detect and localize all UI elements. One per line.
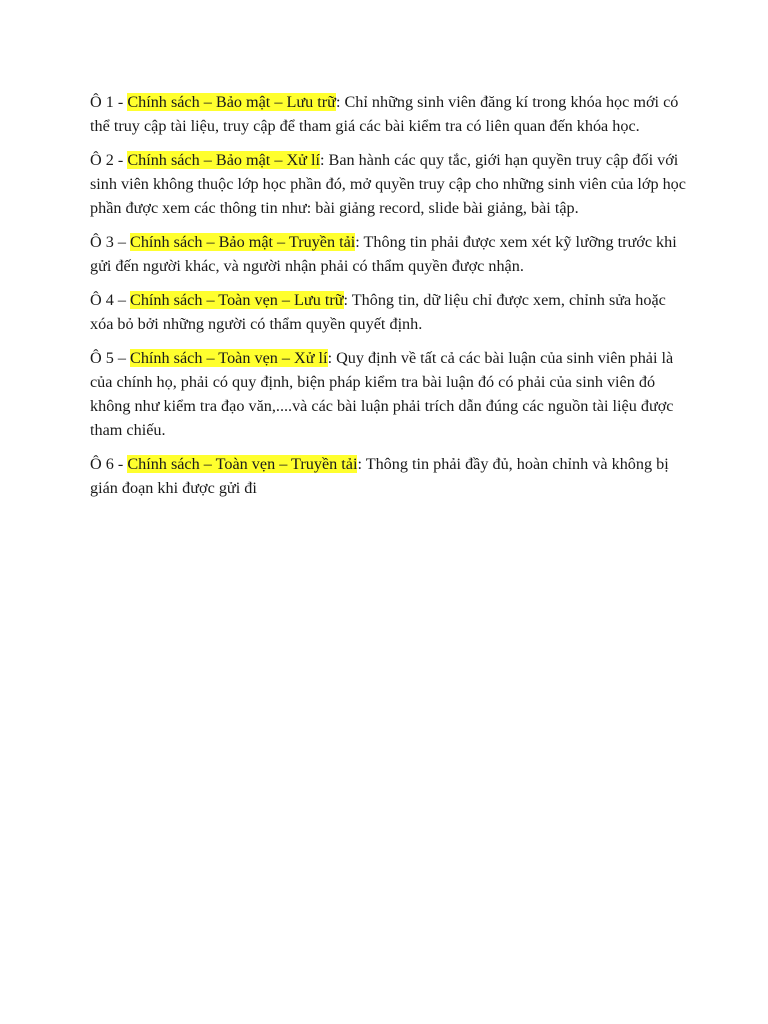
highlighted-policy: Chính sách – Toàn vẹn – Xử lí <box>130 349 328 367</box>
cell-label: Ô 1 - <box>90 93 128 111</box>
paragraph-o3 <box>90 230 690 278</box>
paragraph-o6 <box>90 452 690 500</box>
policy-description: : Quy định về tất cả các bài luận của sinh viên phải là của chính họ, phải có quy định, biện pháp kiểm tra bài luận đó có phải của sinh viên đó không như kiểm tra đạo văn,....và các bài luận phải trích dẫn đúng các nguồn tài liệu được tham chiếu. <box>90 349 674 439</box>
highlighted-policy: Chính sách – Bảo mật – Lưu trữ <box>127 93 336 111</box>
paragraph-o4 <box>90 288 690 336</box>
cell-label: Ô 5 – <box>90 349 131 367</box>
policy-description: : Chỉ những sinh viên đăng kí trong khóa học mới có thể truy cập tài liệu, truy cập để tham giá các bài kiểm tra có liên quan đến khóa học. <box>90 93 679 135</box>
policy-description: : Ban hành các quy tắc, giới hạn quyền truy cập đối với sinh viên không thuộc lớp học phần đó, mở quyền truy cập cho những sinh viên của lớp học phần được xem các thông tin như: bài giảng record, slide bài giảng, bài tập. <box>90 151 686 217</box>
cell-label: Ô 6 - <box>90 455 128 473</box>
highlighted-policy: Chính sách – Bảo mật – Truyền tải <box>130 233 356 251</box>
cell-label: Ô 2 - <box>90 151 128 169</box>
highlighted-policy: Chính sách – Bảo mật – Xử lí <box>127 151 320 169</box>
policy-description: : Thông tin phải đầy đủ, hoàn chỉnh và không bị gián đoạn khi được gửi đi <box>90 455 669 497</box>
highlighted-policy: Chính sách – Toàn vẹn – Truyền tải <box>127 455 358 473</box>
document-page <box>90 90 690 510</box>
paragraph-o1 <box>90 90 690 138</box>
paragraph-o5 <box>90 346 690 442</box>
highlighted-policy: Chính sách – Toàn vẹn – Lưu trữ <box>130 291 344 309</box>
policy-description: : Thông tin, dữ liệu chỉ được xem, chỉnh sửa hoặc xóa bỏ bởi những người có thẩm quyền quyết định. <box>90 291 666 333</box>
cell-label: Ô 3 – <box>90 233 131 251</box>
policy-description: : Thông tin phải được xem xét kỹ lưỡng trước khi gửi đến người khác, và người nhận phải có thẩm quyền được nhận. <box>90 233 677 275</box>
cell-label: Ô 4 – <box>90 291 131 309</box>
paragraph-o2 <box>90 148 690 220</box>
